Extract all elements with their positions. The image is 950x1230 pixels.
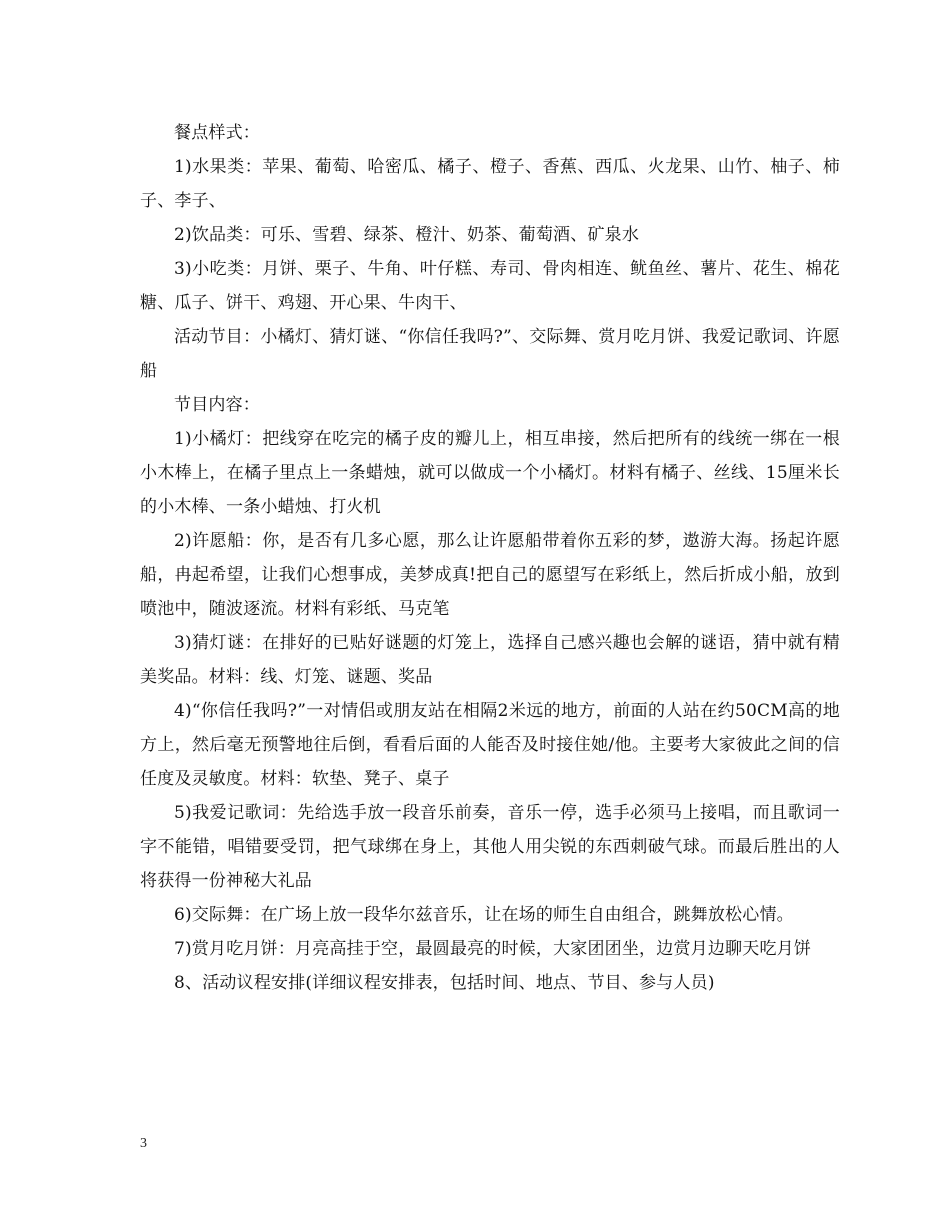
list-item-ballroom-dance: 6)交际舞：在广场上放一段华尔兹音乐，让在场的师生自由组合，跳舞放松心情。 <box>174 905 794 925</box>
list-item-lyrics-game: 5)我爱记歌词：先给选手放一段音乐前奏，音乐一停，选手必须马上接唱，而且歌词一字不能错，唱错要受罚，把气球绑在身上，其他人用尖锐的东西刺破气球。而最后胜出的人将获得一份神秘大礼品 <box>140 803 840 891</box>
list-item-trust-game: 4)“你信任我吗?”一对情侣或朋友站在相隔2米远的地方，前面的人站在约50CM高的地方上，然后毫无预警地往后倒，看看后面的人能否及时接住她/他。主要考大家彼此之间的信任度及灵敏度。材料：软垫、凳子、桌子 <box>140 701 840 789</box>
list-item-drinks: 2)饮品类：可乐、雪碧、绿茶、橙汁、奶茶、葡萄酒、矿泉水 <box>174 225 640 245</box>
section-heading-menu-style: 餐点样式： <box>174 123 260 143</box>
paragraph-activity-programs: 活动节目：小橘灯、猜灯谜、“你信任我吗?”、交际舞、赏月吃月饼、我爱记歌词、许愿船 <box>140 327 840 381</box>
page-number: 3 <box>140 1136 147 1151</box>
list-item-moon-viewing: 7)赏月吃月饼：月亮高挂于空，最圆最亮的时候，大家团团坐，边赏月边聊天吃月饼 <box>174 939 812 959</box>
list-item-fruits: 1)水果类：苹果、葡萄、哈密瓜、橘子、橙子、香蕉、西瓜、火龙果、山竹、柚子、柿子、李子、 <box>140 157 840 211</box>
list-item-lantern-riddles: 3)猜灯谜：在排好的已贴好谜题的灯笼上，选择自己感兴趣也会解的谜语，猜中就有精美奖品。材料：线、灯笼、谜题、奖品 <box>140 633 840 687</box>
list-item-snacks: 3)小吃类：月饼、栗子、牛角、叶仔糕、寿司、骨肉相连、鱿鱼丝、薯片、花生、棉花糖、瓜子、饼干、鸡翅、开心果、牛肉干、 <box>140 259 840 313</box>
list-item-orange-lantern: 1)小橘灯：把线穿在吃完的橘子皮的瓣儿上，相互串接，然后把所有的线统一绑在一根小木棒上，在橘子里点上一条蜡烛，就可以做成一个小橘灯。材料有橘子、丝线、15厘米长的小木棒、一条小蜡烛、打火机 <box>140 429 840 517</box>
section-heading-program-content: 节目内容： <box>174 395 260 415</box>
paragraph-agenda: 8、活动议程安排(详细议程安排表，包括时间、地点、节目、参与人员) <box>174 973 715 993</box>
list-item-wishing-boat: 2)许愿船：你，是否有几多心愿，那么让许愿船带着你五彩的梦，遨游大海。扬起许愿船，冉起希望，让我们心想事成，美梦成真!把自己的愿望写在彩纸上，然后折成小船，放到喷池中，随波逐流。材料有彩纸、马克笔 <box>140 531 840 619</box>
document-body <box>140 116 840 1000</box>
